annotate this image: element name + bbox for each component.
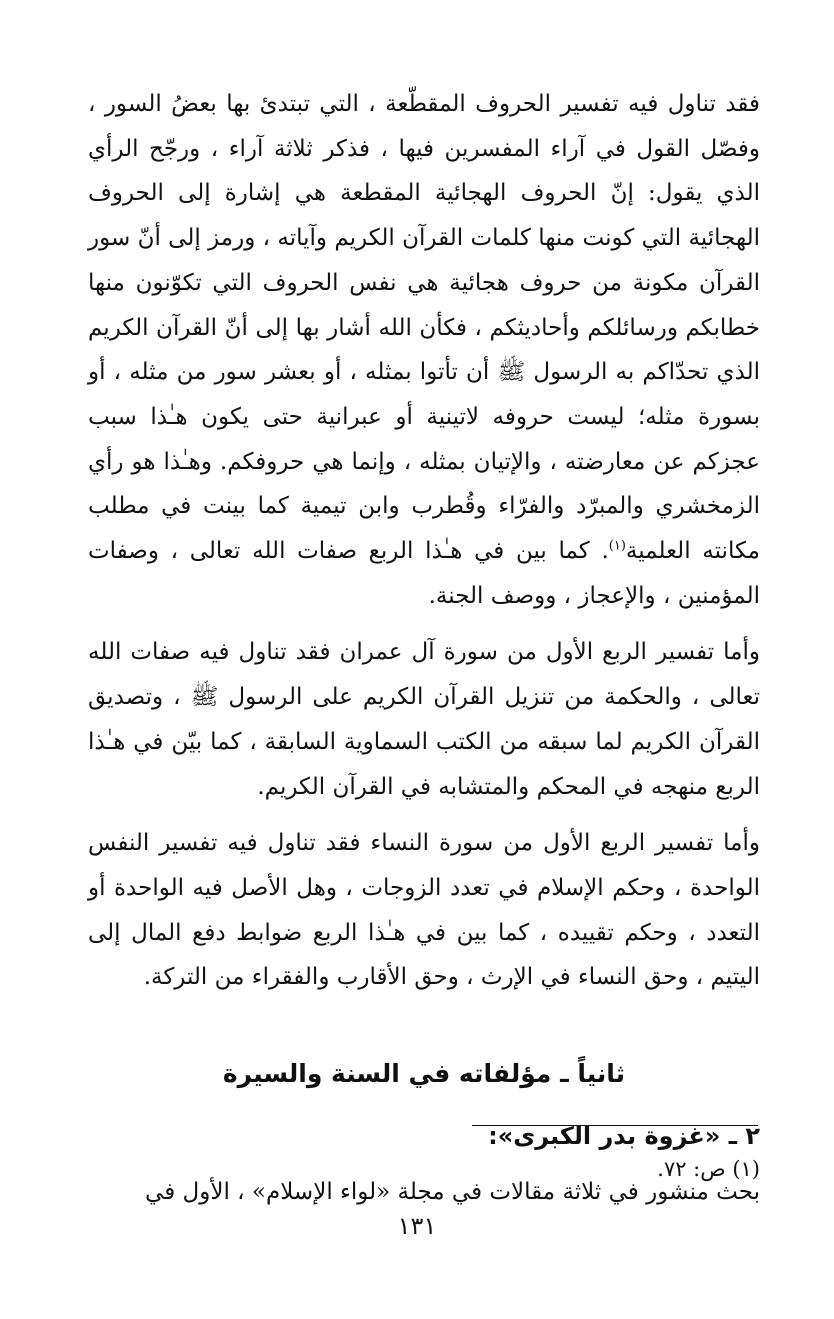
footnote-separator xyxy=(472,1125,758,1126)
page-body xyxy=(88,82,760,1215)
paragraph-al-imran: وأما تفسير الربع الأول من سورة آل عمران فقد تناول فيه صفات الله تعالى ، والحكمة من تنزيل القرآن الكريم على الرسول ﷺ ، وتصديق القرآن الكريم لما سبقه من الكتب السماوية السابقة ، كما بيّن في هـٰذا الربع منهجه في المحكم والمتشابه في القرآن الكريم. xyxy=(88,639,760,800)
paragraph-badr-intro: بحث منشور في ثلاثة مقالات في مجلة «لواء الإسلام» ، الأول في xyxy=(145,1179,760,1206)
subsection-heading: ٢ ـ «غزوة بدر الكبرى»: xyxy=(488,1122,760,1151)
footnote: (١) ص: ٧٢. xyxy=(657,1157,760,1181)
paragraph-text: فقد تناول فيه تفسير الحروف المقطّعة ، التي تبتدئ بها بعضُ السور ، وفصّل القول في آراء المفسرين فيها ، فذكر ثلاثة آراء ، ورجّح الرأي الذي يقول: إنّ الحروف الهجائية المقطعة هي إشارة إلى الحروف الهجائية التي كونت منها كلمات القرآن الكريم وآياته ، ورمز إلى أنّ سور القرآن مكونة من حروف هجائية هي نفس الحروف التي تكوّنون منها خطابكم ورسائلكم وأحاديثكم ، فكأن الله أشار بها إلى أنّ القرآن الكريم الذي تحدّاكم به الرسول ﷺ أن تأتوا بمثله ، أو بعشر سور من مثله ، أو بسورة مثله؛ ليست حروفه لاتينية أو عبرانية حتى يكون هـٰذا سبب عجزكم عن معارضته ، والإتيان بمثله ، وإنما هي حروفكم. وهـٰذا هو رأي الزمخشري والمبرّد والفرّاء وقُطرب وابن تيمية كما بينت في مطلب مكانته العلمية xyxy=(88,91,760,565)
paragraph-muqattaat xyxy=(88,82,760,618)
footnote-marker[interactable]: (١) xyxy=(608,538,626,554)
paragraph-an-nisa: وأما تفسير الربع الأول من سورة النساء فقد تناول فيه تفسير النفس الواحدة ، وحكم الإسلام في تعدد الزوجات ، وهل الأصل فيه الواحدة أو التعدد ، وحكم تقييده ، كما بين في هـٰذا الربع ضوابط دفع المال إلى اليتيم ، وحق النساء في الإرث ، وحق الأقارب والفقراء من التركة. xyxy=(88,830,760,991)
section-heading: ثانياً ـ مؤلفاته في السنة والسيرة xyxy=(222,1059,626,1089)
paragraph-text-continued: . كما بين في هـٰذا الربع صفات الله تعالى ، وصفات المؤمنين ، والإعجاز ، ووصف الجنة. xyxy=(88,538,760,609)
page-number: ١٣١ xyxy=(397,1212,437,1240)
